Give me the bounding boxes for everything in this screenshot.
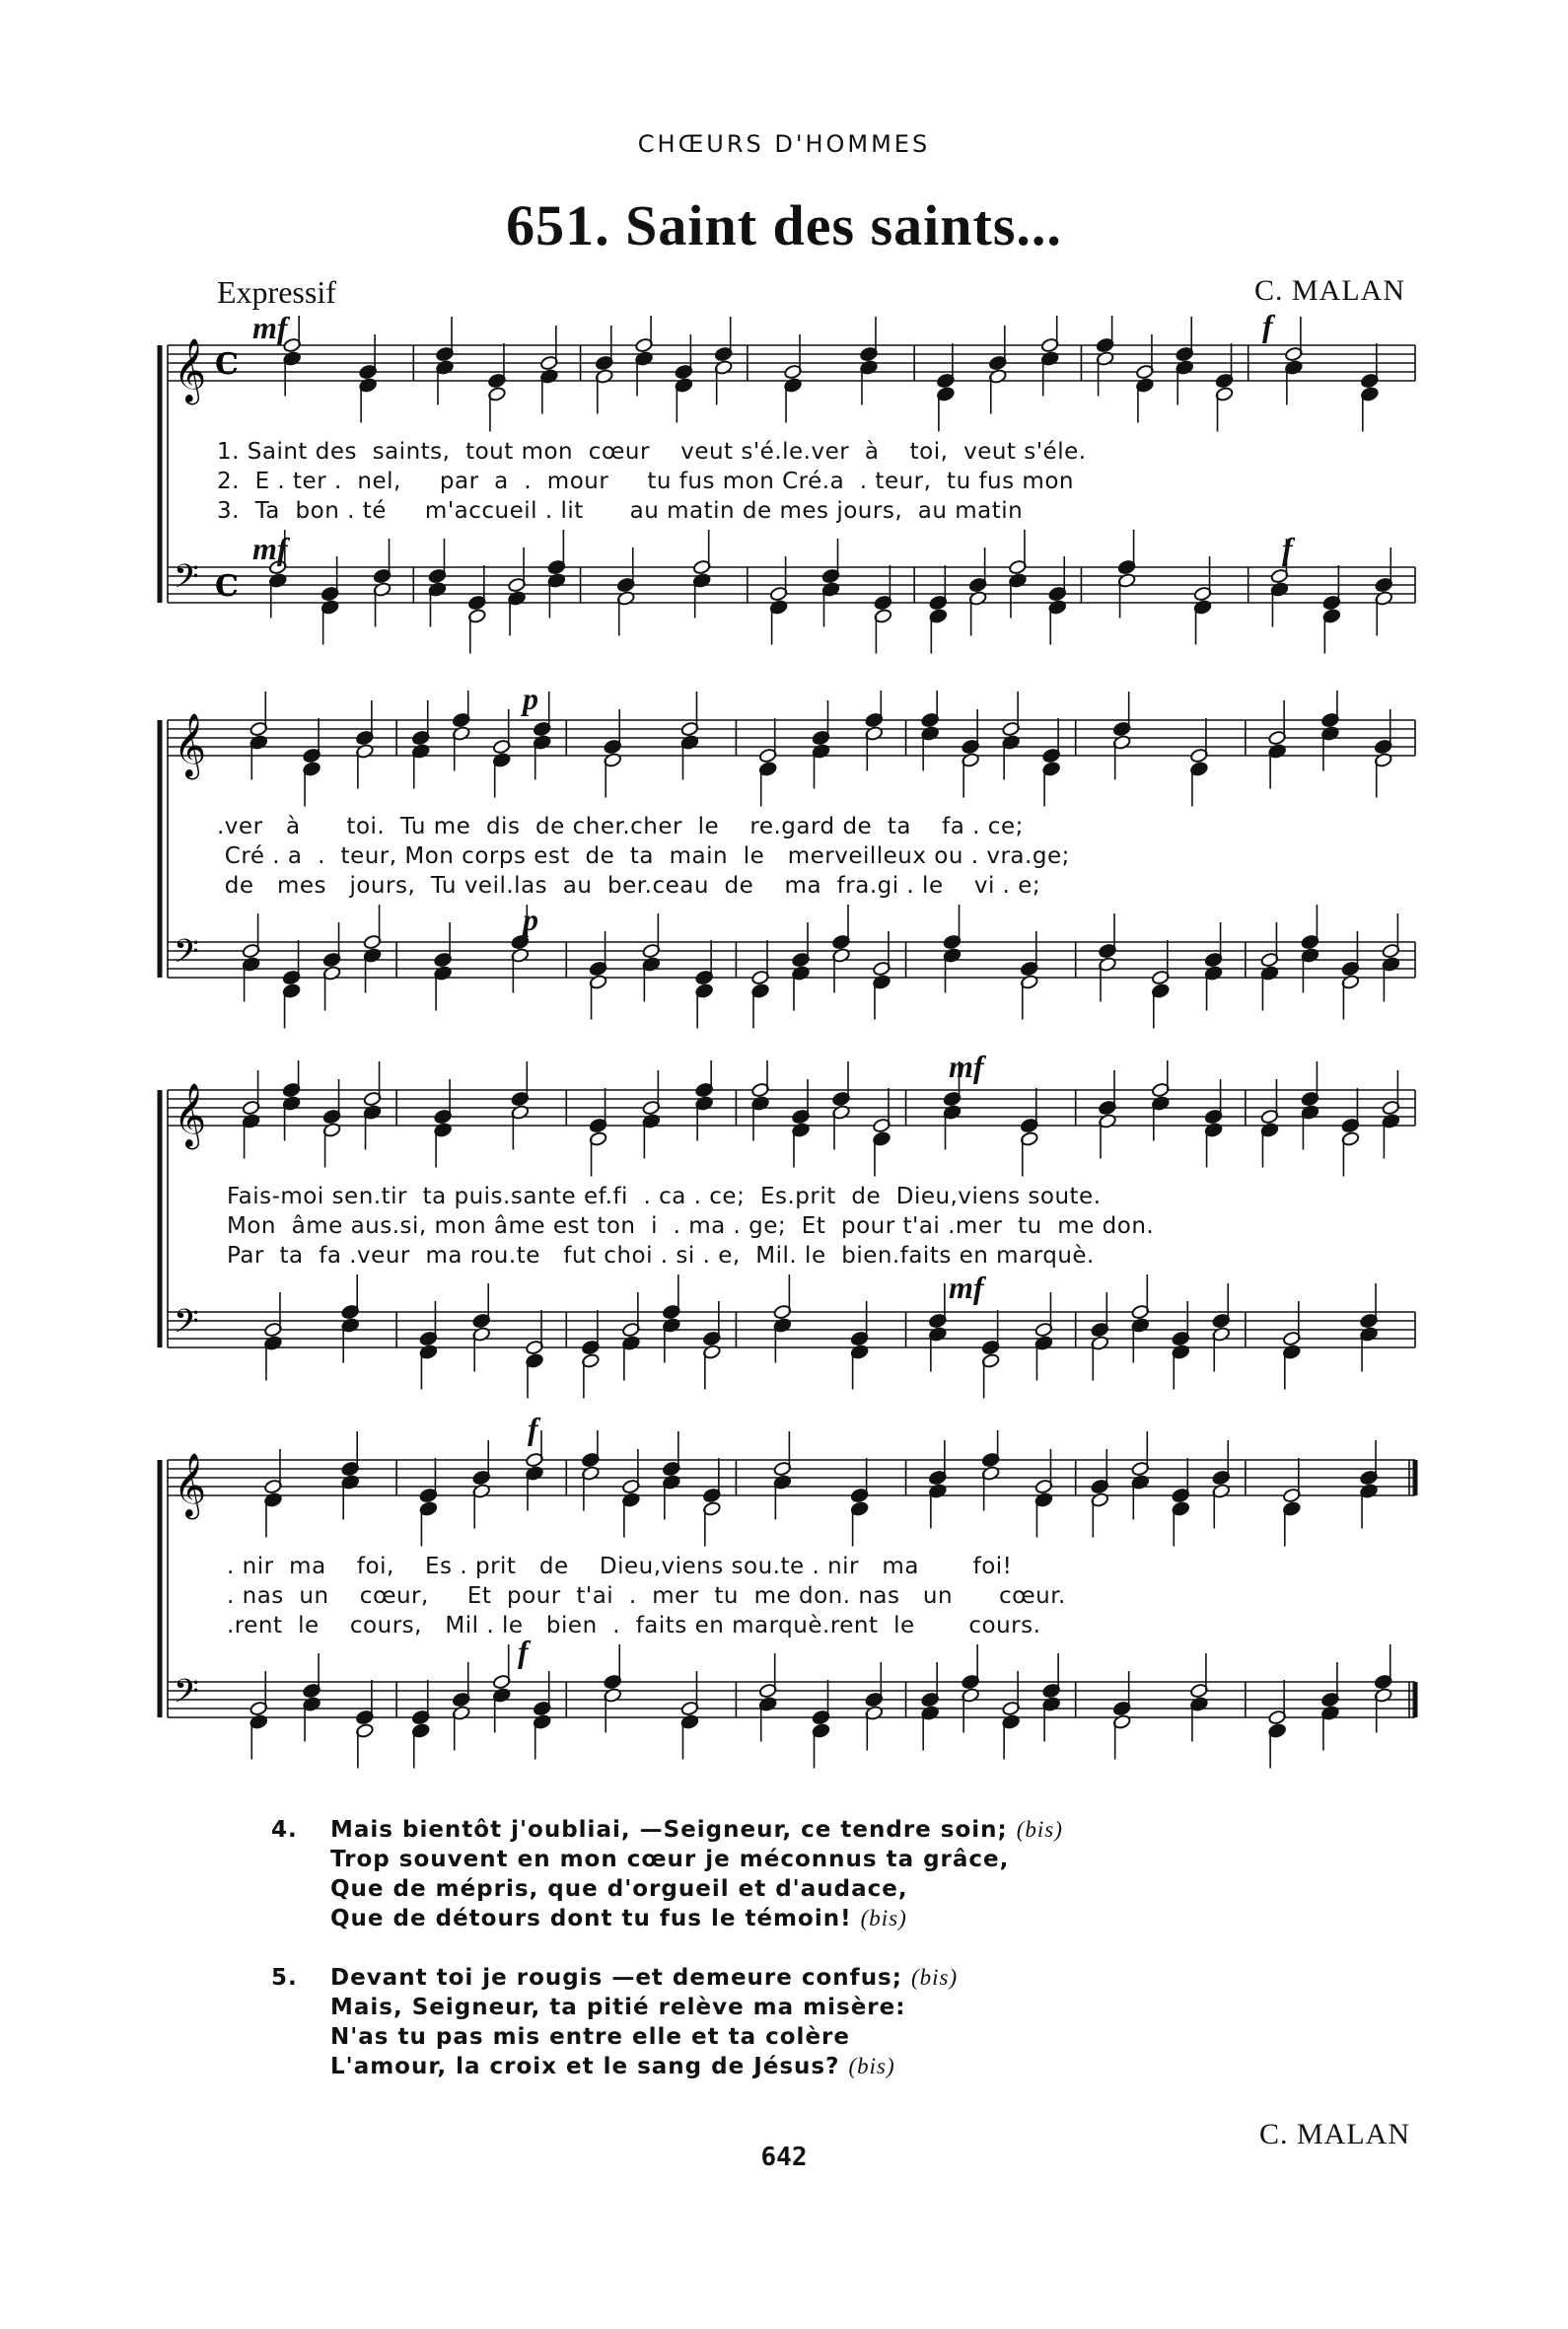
lyric-line-1: .ver à toi. Tu me dis de cher.cher le re.gard de ta fa . ce; (217, 814, 1024, 839)
bis-mark: (bis) (910, 1965, 959, 1990)
dynamic-p: p (523, 681, 538, 716)
lyric-line-3: .rent le cours, Mil . le bien . faits en marquè.rent le cours. (227, 1613, 1041, 1638)
lyric-line-2: . nas un cœur, Et pour t'ai . mer tu me don. nas un cœur. (227, 1583, 1066, 1609)
section-header: CHŒURS D'HOMMES (637, 130, 931, 158)
music-system-1 (148, 308, 1430, 671)
footer-composer: C. MALAN (1258, 2118, 1410, 2150)
svg-text:C: C (215, 569, 239, 604)
svg-text:𝄢: 𝄢 (174, 933, 199, 979)
verse-text: Mais bientôt j'oubliai, —Seigneur, ce tendre soin; (330, 1817, 1008, 1843)
lyric-line-1: . nir ma foi, Es . prit de Dieu,viens sou.te . nir ma foi! (227, 1554, 1013, 1579)
verse-line (330, 1963, 1415, 1993)
additional-verses (271, 1815, 1415, 2111)
verse-4 (271, 1815, 1415, 1933)
bis-mark: (bis) (848, 2054, 895, 2078)
dynamic-mf: mf (252, 531, 288, 566)
lyric-line-3: Par ta fa .veur ma rou.te fut choi . si . e, Mil. le bien.faits en marquè. (227, 1243, 1095, 1269)
svg-text:𝄞: 𝄞 (174, 713, 207, 777)
lyric-line-2: Cré . a . teur, Mon corps est de ta main le merveilleux ou . vra.ge; (217, 843, 1070, 869)
composer-credit: C. MALAN (1253, 274, 1405, 307)
verse-text: L'amour, la croix et le sang de Jésus? (330, 2054, 840, 2079)
verse-line: N'as tu pas mis entre elle et ta colère (330, 2024, 850, 2050)
lyric-line-2: 2. E . ter . nel, par a . mour tu fus mon Cré.a . teur, tu fus mon (217, 469, 1074, 494)
svg-text:𝄞: 𝄞 (174, 338, 207, 402)
lyric-line-3: 3. Ta bon . té m'accueil . lit au matin de mes jours, au matin (217, 498, 1024, 524)
verse-line (330, 2052, 1415, 2081)
verse-number: 4. (271, 1817, 298, 1843)
lyric-line-2: Mon âme aus.si, mon âme est ton i . ma . ge; Et pour t'ai .mer tu me don. (227, 1213, 1155, 1239)
dynamic-f: f (518, 1634, 529, 1669)
verse-line: Mais, Seigneur, ta pitié relève ma misère: (330, 1995, 906, 2020)
verse-text: Devant toi je rougis —et demeure confus; (330, 1965, 902, 1991)
music-system-2 (148, 681, 1430, 1046)
svg-text:𝄞: 𝄞 (174, 1083, 207, 1147)
svg-text:𝄢: 𝄢 (174, 1303, 199, 1348)
bis-mark: (bis) (860, 1906, 907, 1930)
svg-text:𝄢: 𝄢 (174, 558, 199, 604)
dynamic-f: f (1262, 308, 1273, 343)
svg-text:𝄞: 𝄞 (174, 1453, 207, 1517)
svg-text:𝄢: 𝄢 (174, 1673, 199, 1718)
verse-line: Trop souvent en mon cœur je méconnus ta grâce, (330, 1847, 1010, 1872)
hymn-title: 651. Saint des saints... (506, 193, 1062, 257)
dynamic-p: p (523, 902, 538, 937)
verse-line: Que de mépris, que d'orgueil et d'audace, (330, 1876, 908, 1902)
verse-line (330, 1904, 1415, 1933)
dynamic-f: f (528, 1411, 538, 1446)
verse-number: 5. (271, 1965, 298, 1991)
dynamic-mf: mf (949, 1270, 984, 1305)
dynamic-mf: mf (949, 1049, 984, 1084)
music-system-4 (148, 1411, 1430, 1785)
verse-5 (271, 1963, 1415, 2081)
verse-line (330, 1815, 1415, 1845)
svg-text:C: C (215, 347, 239, 382)
lyric-line-3: de mes jours, Tu veil.las au ber.ceau de ma fra.gi . le vi . e; (217, 873, 1041, 899)
music-system-3 (148, 1049, 1430, 1416)
tempo-marking: Expressif (217, 274, 336, 310)
bis-mark: (bis) (1016, 1817, 1063, 1842)
verse-text: Que de détours dont tu fus le témoin! (330, 1906, 852, 1931)
page-number: 642 (760, 2143, 808, 2172)
dynamic-f: f (1282, 531, 1293, 566)
lyric-line-1: 1. Saint des saints, tout mon cœur veut s'é.le.ver à toi, veut s'éle. (217, 439, 1087, 465)
lyric-line-1: Fais-moi sen.tir ta puis.sante ef.fi . ca . ce; Es.prit de Dieu,viens soute. (227, 1184, 1102, 1209)
dynamic-mf: mf (252, 310, 288, 345)
